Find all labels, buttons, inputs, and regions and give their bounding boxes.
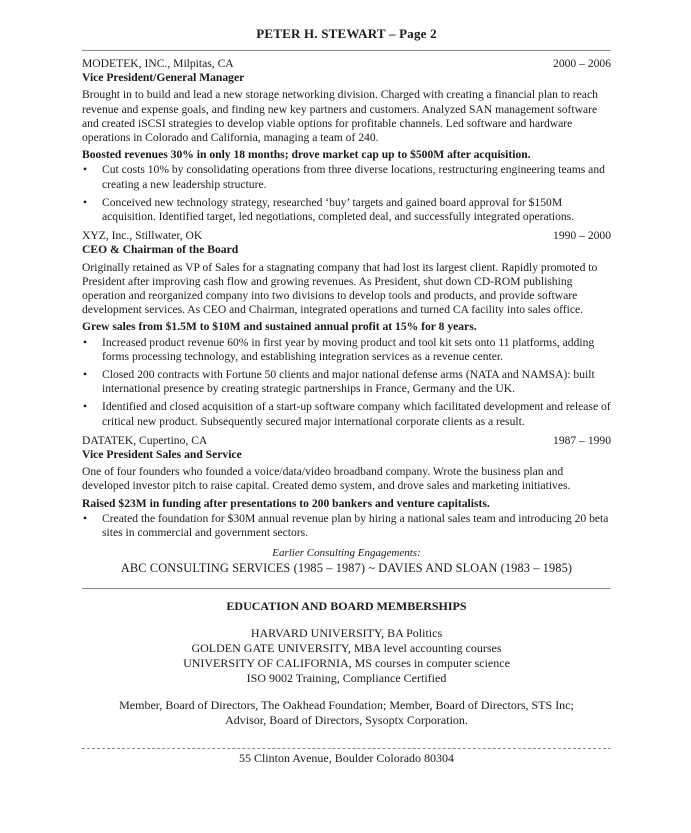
earlier-engagements-label: Earlier Consulting Engagements: <box>272 547 421 560</box>
board-memberships <box>82 698 611 728</box>
bullet-item: • Conceived new technology strategy, researched ‘buy’ targets and gained board approval for $150M acquisition. Identified target, led negotiations, completed deal, and successfully integrated operations. <box>82 196 611 224</box>
footer-address: 55 Clinton Avenue, Boulder Colorado 80304 <box>238 751 455 766</box>
job-company: MODETEK, INC., Milpitas, CA <box>82 57 234 70</box>
job-summary: Originally retained as VP of Sales for a stagnating company that had lost its largest client. Rapidly promoted to President after improving cash flow and growing revenues. As President, shut down CD-ROM publishing operation and reorganized company into two divisions to develop tools and products, and provide software development services. As CEO and Chairman, integrated operations and turned CA facility into sales office. <box>82 260 598 317</box>
section-divider <box>82 588 611 589</box>
bullet-item: • Increased product revenue 60% in first year by moving product and tool kit sets onto 11 platforms, adding forms processing technology, and establishing integration services as a revenue center. <box>82 336 611 364</box>
job-title: Vice President Sales and Service <box>82 448 242 462</box>
bullet-item: • Cut costs 10% by consolidating operations from three diverse locations, restructuring engineering teams and creating a new leadership structure. <box>82 163 611 191</box>
education-line: HARVARD UNIVERSITY, BA Politics <box>250 626 443 641</box>
job-company: DATATEK, Cupertino, CA <box>82 433 208 447</box>
board-line: Member, Board of Directors, The Oakhead Foundation; Member, Board of Directors, STS Inc; <box>119 698 574 713</box>
job-entry-modetek <box>82 57 611 224</box>
job-company: XYZ, Inc., Stillwater, OK <box>82 229 203 243</box>
job-achievement: Raised $23M in funding after presentations to 200 bankers and venture capitalists. <box>82 496 490 510</box>
job-dates: 2000 – 2006 <box>553 57 611 70</box>
job-dates: 1990 – 2000 <box>553 229 611 243</box>
job-title: Vice President/General Manager <box>82 71 245 85</box>
education-line: UNIVERSITY OF CALIFORNIA, MS courses in computer science <box>183 656 510 671</box>
education-heading: EDUCATION AND BOARD MEMBERSHIPS <box>226 599 467 614</box>
bullet-item: • Created the foundation for $30M annual revenue plan by hiring a national sales team and introducing 20 beta sites in commercial and government sectors. <box>82 512 611 540</box>
earlier-engagements <box>82 546 611 576</box>
job-bullets <box>82 336 611 429</box>
education-line: ISO 9002 Training, Compliance Certified <box>246 671 447 686</box>
job-bullets <box>82 163 611 224</box>
job-dates: 1987 – 1990 <box>553 433 611 447</box>
job-title: CEO & Chairman of the Board <box>82 243 239 257</box>
job-entry-xyz <box>82 229 611 429</box>
earlier-engagements-text: ABC CONSULTING SERVICES (1985 – 1987) ~ DAVIES AND SLOAN (1983 – 1985) <box>120 561 573 576</box>
bullet-item: • Closed 200 contracts with Fortune 50 clients and major national defense arms (NATA and NAMSA): built international presence by creating strategic partnerships in France, Germany and the UK. <box>82 368 611 396</box>
job-summary: One of four founders who founded a voice/data/video broadband company. Wrote the business plan and developed investor pitch to raise capital. Created demo system, and drove sales and marketing initiatives. <box>82 465 571 493</box>
bullet-item: • Identified and closed acquisition of a start-up software company which facilitated development and release of critical new product. Subsequently secured major international corporate clients as a result. <box>82 400 611 428</box>
job-achievement: Boosted revenues 30% in only 18 months; drove market cap up to $500M after acquisition. <box>82 148 531 162</box>
education-line: GOLDEN GATE UNIVERSITY, MBA level accounting courses <box>191 641 502 656</box>
footer-divider <box>82 748 611 749</box>
education-list <box>82 626 611 686</box>
page-title: PETER H. STEWART – Page 2 <box>256 26 437 41</box>
job-entry-datatek <box>82 434 611 540</box>
job-summary: Brought in to build and lead a new storage networking division. Charged with creating a financial plan to reach revenue and expense goals, and finding new key partners and customers. Analyzed SAN management software and created iSCSI strategies to develop viable options for profitable channels. Led software and hardware operations in Colorado and California, managing a team of 240. <box>82 88 598 145</box>
board-line: Advisor, Board of Directors, Sysoptx Corporation. <box>225 713 468 728</box>
job-achievement: Grew sales from $1.5M to $10M and sustained annual profit at 15% for 8 years. <box>82 320 477 334</box>
job-bullets <box>82 512 611 540</box>
